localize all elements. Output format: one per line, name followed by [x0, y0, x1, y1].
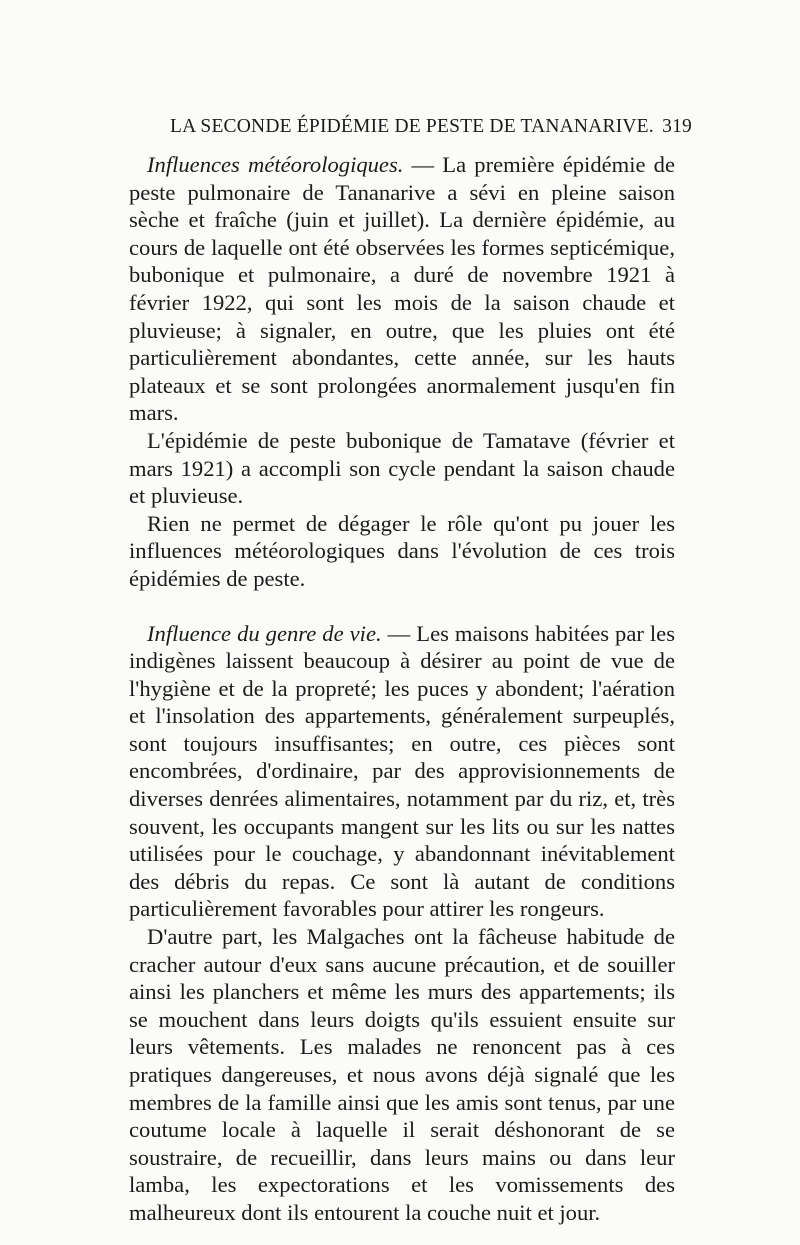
paragraph-text: — La première épidémie de peste pulmonaire de Tananarive a sévi en pleine saison sèche et fraîche (juin et juillet). La dernière épidémie, au cours de laquelle ont été observées les formes septicémique, bubonique et pulmonaire, a duré de novembre 1921 à février 1922, qui sont les mois de la saison chaude et pluvieuse; à signaler, en outre, que les pluies ont été particulièrement abondantes, cette année, sur les hauts plateaux et se sont prolongées anormalement jusqu'en fin mars. — [129, 152, 675, 426]
section-lead-meteorological-influences: Influences météorologiques. — [147, 152, 404, 177]
paragraph-text: Rien ne permet de dégager le rôle qu'ont pu jouer les influences météorologiques dans l'évolution de ces trois épidémies de peste. — [129, 510, 675, 591]
paragraph-text: — Les maisons habitées par les indigènes laissent beaucoup à désirer au point de vue de l'hygiène et de la propreté; les puces y abondent; l'aération et l'insolation des appartements, généralement surpeuplés, sont toujours insuffisantes; en outre, ces pièces sont encombrées, d'ordinaire, par des approvisionnements de diverses denrées alimentaires, notamment par du riz, et, très souvent, les occupants mangent sur les lits ou sur les nattes utilisées pour le couchage, y abandonnant inévitablement des débris du repas. Ce sont là autant de conditions particulièrement favorables pour attirer les rongeurs. — [129, 620, 675, 922]
page-number: 319 — [662, 116, 692, 137]
paragraph-malagasy-habits — [129, 923, 675, 1227]
running-header — [170, 116, 692, 138]
paragraph-text: L'épidémie de peste bubonique de Tamatave (février et mars 1921) a accompli son cycle pendant la saison chaude et pluvieuse. — [129, 427, 675, 509]
section-lead-way-of-life: Influence du genre de vie. — [147, 620, 382, 646]
paragraph-tamatave-epidemic — [129, 427, 675, 510]
paragraph-text: D'autre part, les Malgaches ont la fâcheuse habitude de cracher autour d'eux sans aucune précaution, et de souiller ainsi les planchers et même les murs des appartements; ils se mouchent dans leurs doigts qu'ils essuient ensuite sur leurs vêtements. Les malades ne renoncent pas à ces pratiques dangereuses, et nous avons déjà signalé que les membres de la famille ainsi que les amis sont tenus, par une coutume locale à laquelle il serait déshonorant de se soustraire, de recueillir, dans leurs mains ou dans leur lamba, les expectorations et les vomissements des malheureux dont ils entourent la couche nuit et jour. — [129, 924, 675, 1225]
paragraph-way-of-life — [129, 620, 675, 924]
paragraph-meteorological-influences — [129, 151, 675, 427]
running-title: LA SECONDE ÉPIDÉMIE DE PESTE DE TANANARIVE. — [170, 116, 654, 137]
body-text — [129, 151, 675, 1227]
paragraph-no-conclusion — [129, 510, 675, 593]
